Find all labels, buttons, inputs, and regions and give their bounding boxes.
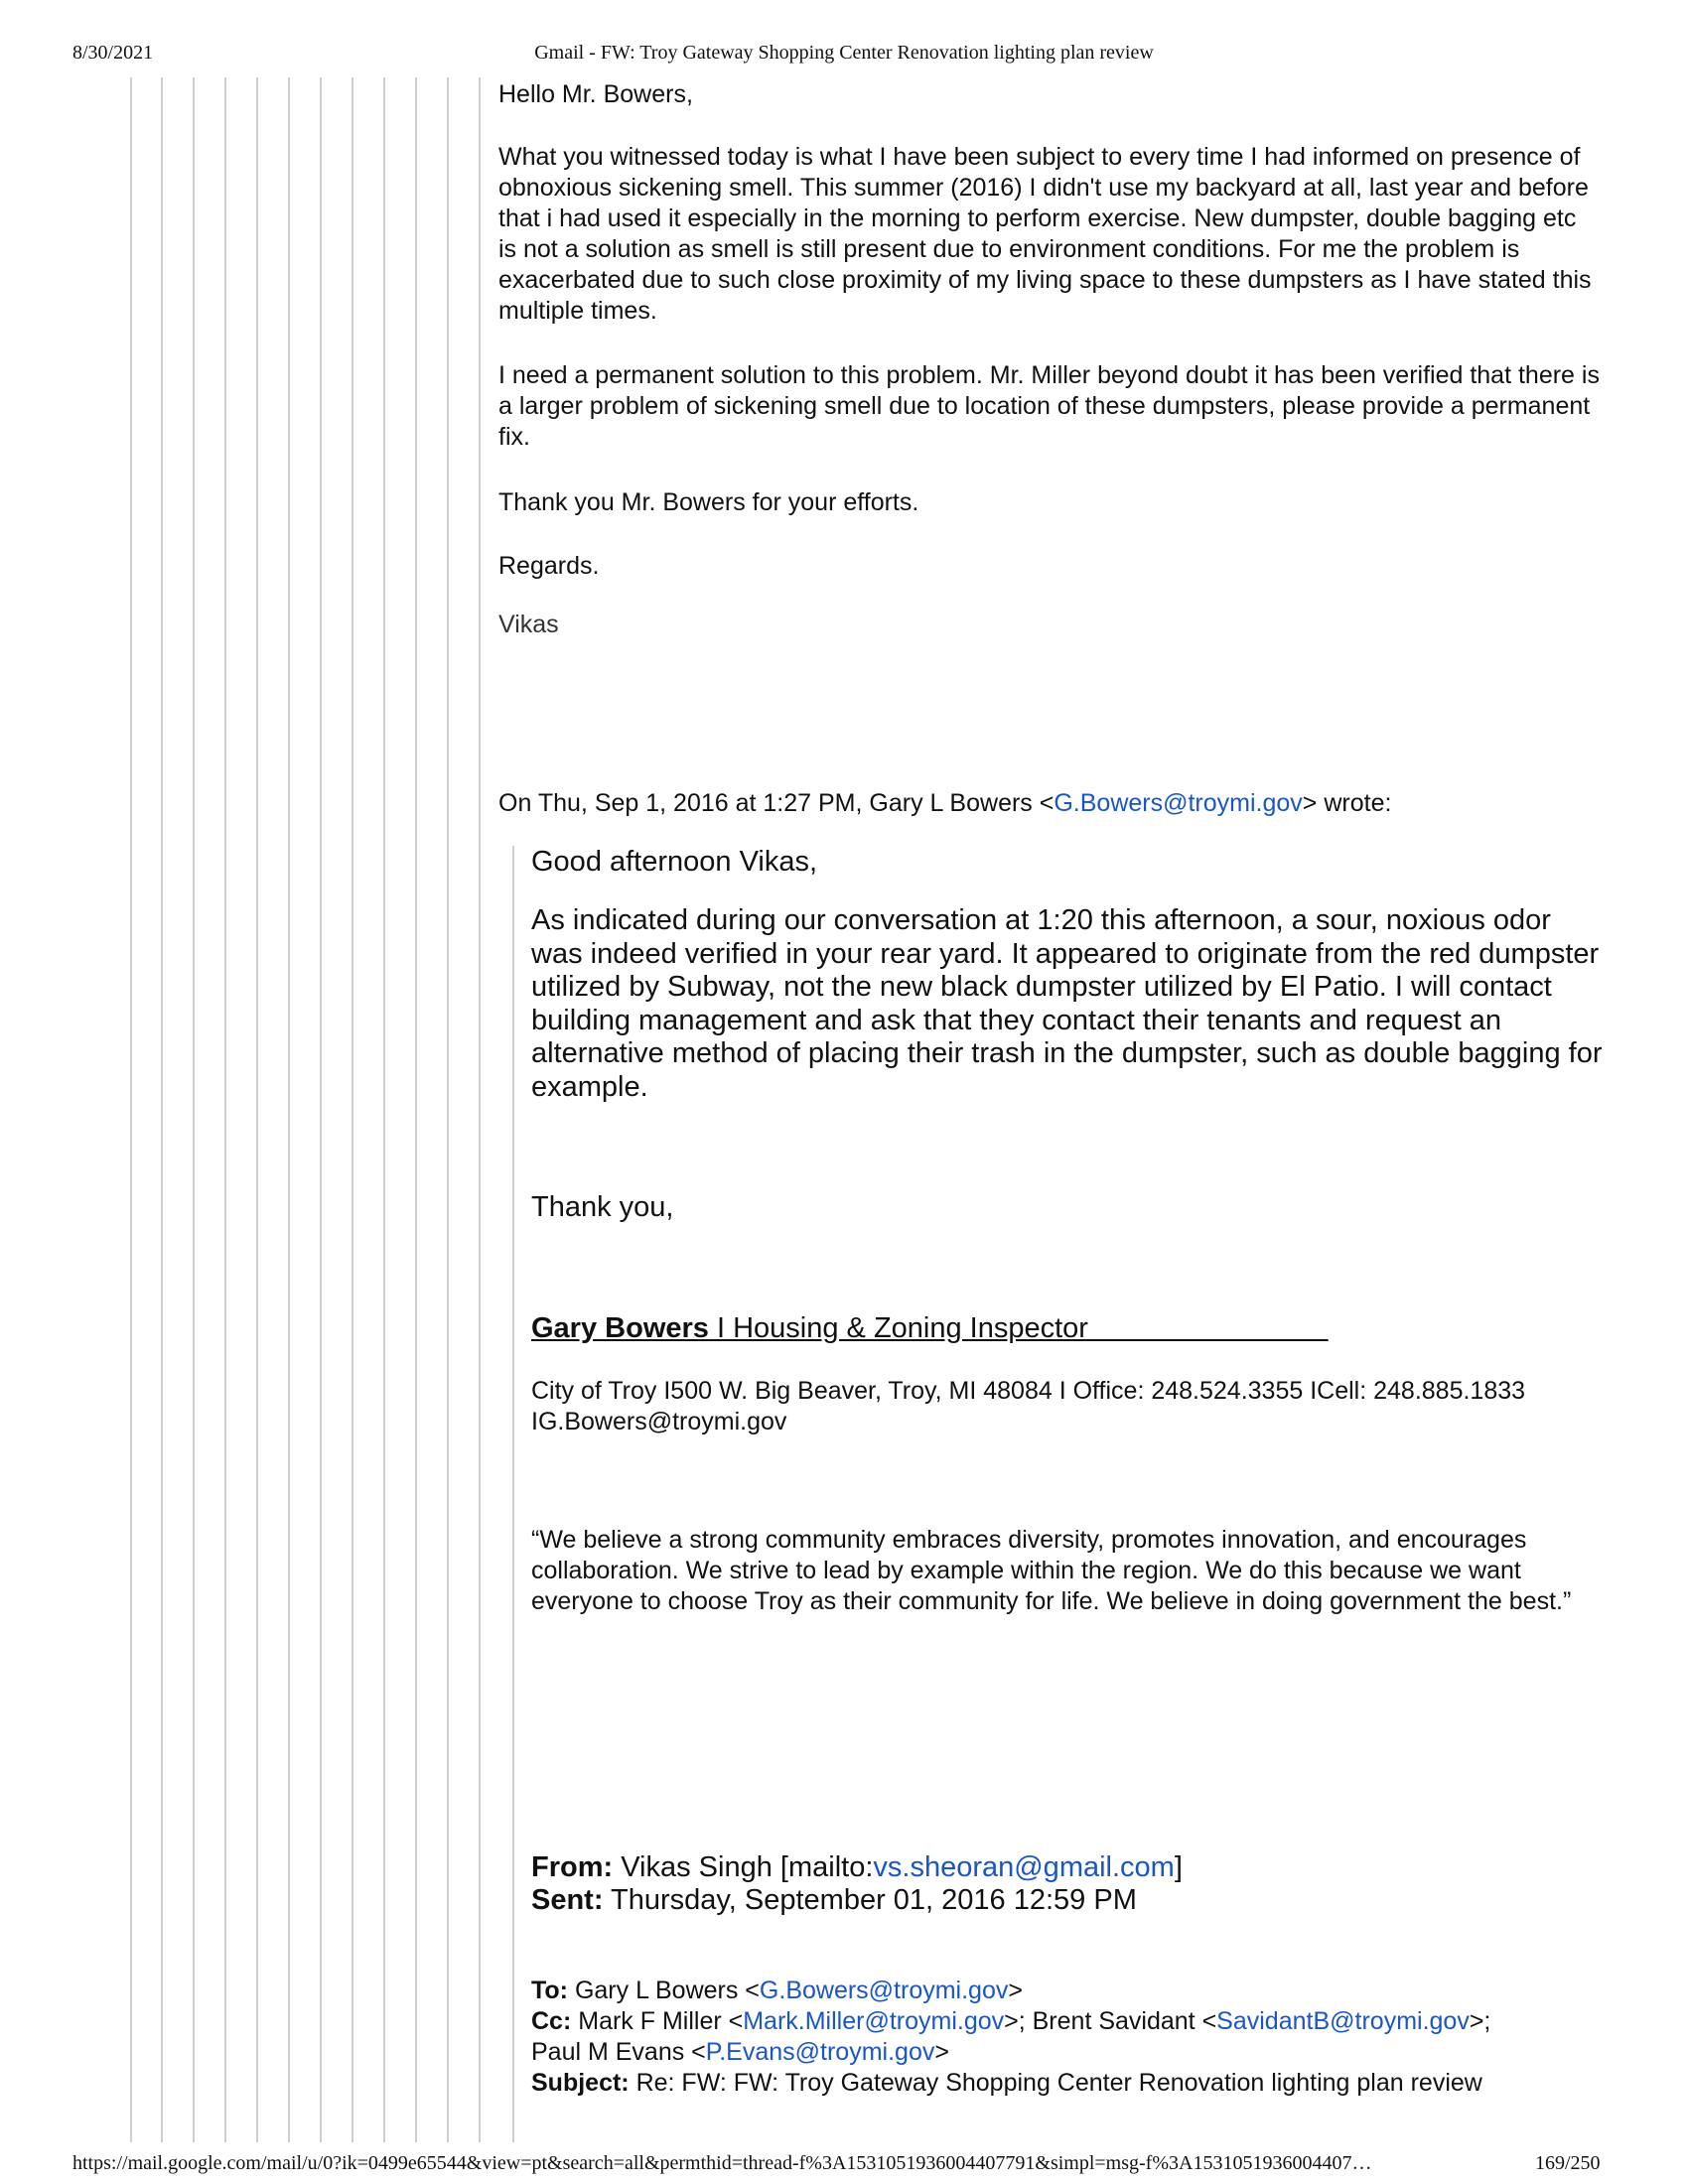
- attribution-email-link[interactable]: G.Bowers@troymi.gov: [1054, 789, 1303, 817]
- sent-row: [531, 1884, 1604, 1917]
- signature-name: Gary Bowers: [531, 1312, 709, 1344]
- message-paragraph: What you witnessed today is what I have been subject to every time I had informed on presence of obnoxious sickening smell. This summer (2016) I didn't use my backyard at all, last year and before that i had used it especially in the morning to perform exercise. New dumpster, double bagging etc is not a solution as smell is still present due to environment conditions. For me the problem is exacerbated due to such close proximity of my living space to these dumpsters as I have stated this multiple times.: [498, 143, 1592, 325]
- from-email-link[interactable]: vs.sheoran@gmail.com: [873, 1851, 1175, 1883]
- quote-line: [352, 77, 353, 2142]
- to-name: Gary L Bowers <: [568, 1977, 760, 2004]
- message-signature: Vikas: [498, 611, 559, 638]
- to-end: >: [1008, 1977, 1023, 2004]
- signature-motto: “We believe a strong community embraces diversity, promotes innovation, and encourages collaboration. We strive to lead by example within the region. We do this because we want everyone to choose Troy as their community for life. We believe in doing government the best.”: [531, 1526, 1572, 1615]
- message-thanks: Thank you Mr. Bowers for your efforts.: [498, 488, 919, 516]
- cc-email-link-1[interactable]: Mark.Miller@troymi.gov: [743, 2007, 1005, 2035]
- quote-line: [479, 77, 481, 2142]
- sent-label: Sent:: [531, 1884, 604, 1916]
- quoted-greeting: Good afternoon Vikas,: [531, 846, 818, 878]
- forward-header: [531, 1851, 1604, 1917]
- quote-line: [288, 77, 290, 2142]
- from-row: [531, 1851, 1604, 1884]
- cc-label: Cc:: [531, 2007, 572, 2035]
- quote-line: [415, 77, 417, 2142]
- message-greeting: Hello Mr. Bowers,: [498, 80, 693, 108]
- message-paragraph: I need a permanent solution to this problem. Mr. Miller beyond doubt it has been verified that there is a larger problem of sickening smell due to location of these dumpsters, please provide a permanent fix.: [498, 361, 1600, 451]
- quote-attribution: [498, 788, 1601, 819]
- to-email-link[interactable]: G.Bowers@troymi.gov: [759, 1977, 1009, 2004]
- forward-recipients: [531, 1976, 1604, 2099]
- cc-name-3: Paul M Evans <: [531, 2038, 706, 2066]
- cc-email-link-3[interactable]: P.Evans@troymi.gov: [705, 2038, 935, 2066]
- subject-label: Subject:: [531, 2069, 630, 2097]
- attribution-suffix: > wrote:: [1302, 789, 1392, 817]
- to-label: To:: [531, 1977, 569, 2004]
- signature-line: [531, 1311, 1604, 1345]
- print-url: https://mail.google.com/mail/u/0?ik=0499e65544&view=pt&search=all&permthid=thread-f%3A1531051936004407791&simpl=msg-f%3A1531051936004407…: [72, 2152, 1372, 2174]
- to-row: [531, 1976, 1604, 2006]
- from-end: ]: [1174, 1851, 1183, 1883]
- attribution-prefix: On Thu, Sep 1, 2016 at 1:27 PM, Gary L Bowers <: [498, 789, 1055, 817]
- quoted-body: As indicated during our conversation at 1:20 this afternoon, a sour, noxious odor was indeed verified in your rear yard. It appeared to originate from the red dumpster utilized by Subway, not the new black dumpster utilized by El Patio. I will contact building management and ask that they contact their tenants and request an alternative method of placing their trash in the dumpster, such as double bagging for example.: [531, 904, 1603, 1103]
- quoted-thanks: Thank you,: [531, 1191, 674, 1223]
- signature-contact: City of Troy I500 W. Big Beaver, Troy, MI 48084 I Office: 248.524.3355 ICell: 248.885.1833 IG.Bowers@troymi.gov: [531, 1377, 1526, 1435]
- quote-line: [224, 77, 226, 2142]
- quote-bar: [512, 846, 514, 2142]
- subject-row: [531, 2068, 1604, 2099]
- cc-separator-1: >; Brent Savidant <: [1004, 2007, 1217, 2035]
- quote-line: [256, 77, 258, 2142]
- cc-row-continued: [531, 2037, 1604, 2068]
- message-regards: Regards.: [498, 552, 600, 580]
- signature-title: I Housing & Zoning Inspector: [708, 1312, 1329, 1344]
- sent-value: Thursday, September 01, 2016 12:59 PM: [603, 1884, 1137, 1916]
- from-name: Vikas Singh [mailto:: [613, 1851, 874, 1883]
- cc-separator-2: >;: [1469, 2007, 1491, 2035]
- quote-line: [447, 77, 449, 2142]
- quote-line: [130, 77, 132, 2142]
- cc-name-1: Mark F Miller <: [571, 2007, 744, 2035]
- page-number: 169/250: [1535, 2152, 1601, 2174]
- quote-line: [383, 77, 385, 2142]
- subject-value: Re: FW: FW: Troy Gateway Shopping Center Renovation lighting plan review: [629, 2069, 1482, 2097]
- cc-row: [531, 2006, 1604, 2037]
- quote-line: [320, 77, 322, 2142]
- print-title: Gmail - FW: Troy Gateway Shopping Center Renovation lighting plan review: [534, 42, 1154, 64]
- cc-email-link-2[interactable]: SavidantB@troymi.gov: [1216, 2007, 1470, 2035]
- quote-line: [161, 77, 163, 2142]
- from-label: From:: [531, 1851, 614, 1883]
- quote-line: [193, 77, 195, 2142]
- print-date: 8/30/2021: [72, 42, 154, 64]
- cc-end: >: [934, 2038, 949, 2066]
